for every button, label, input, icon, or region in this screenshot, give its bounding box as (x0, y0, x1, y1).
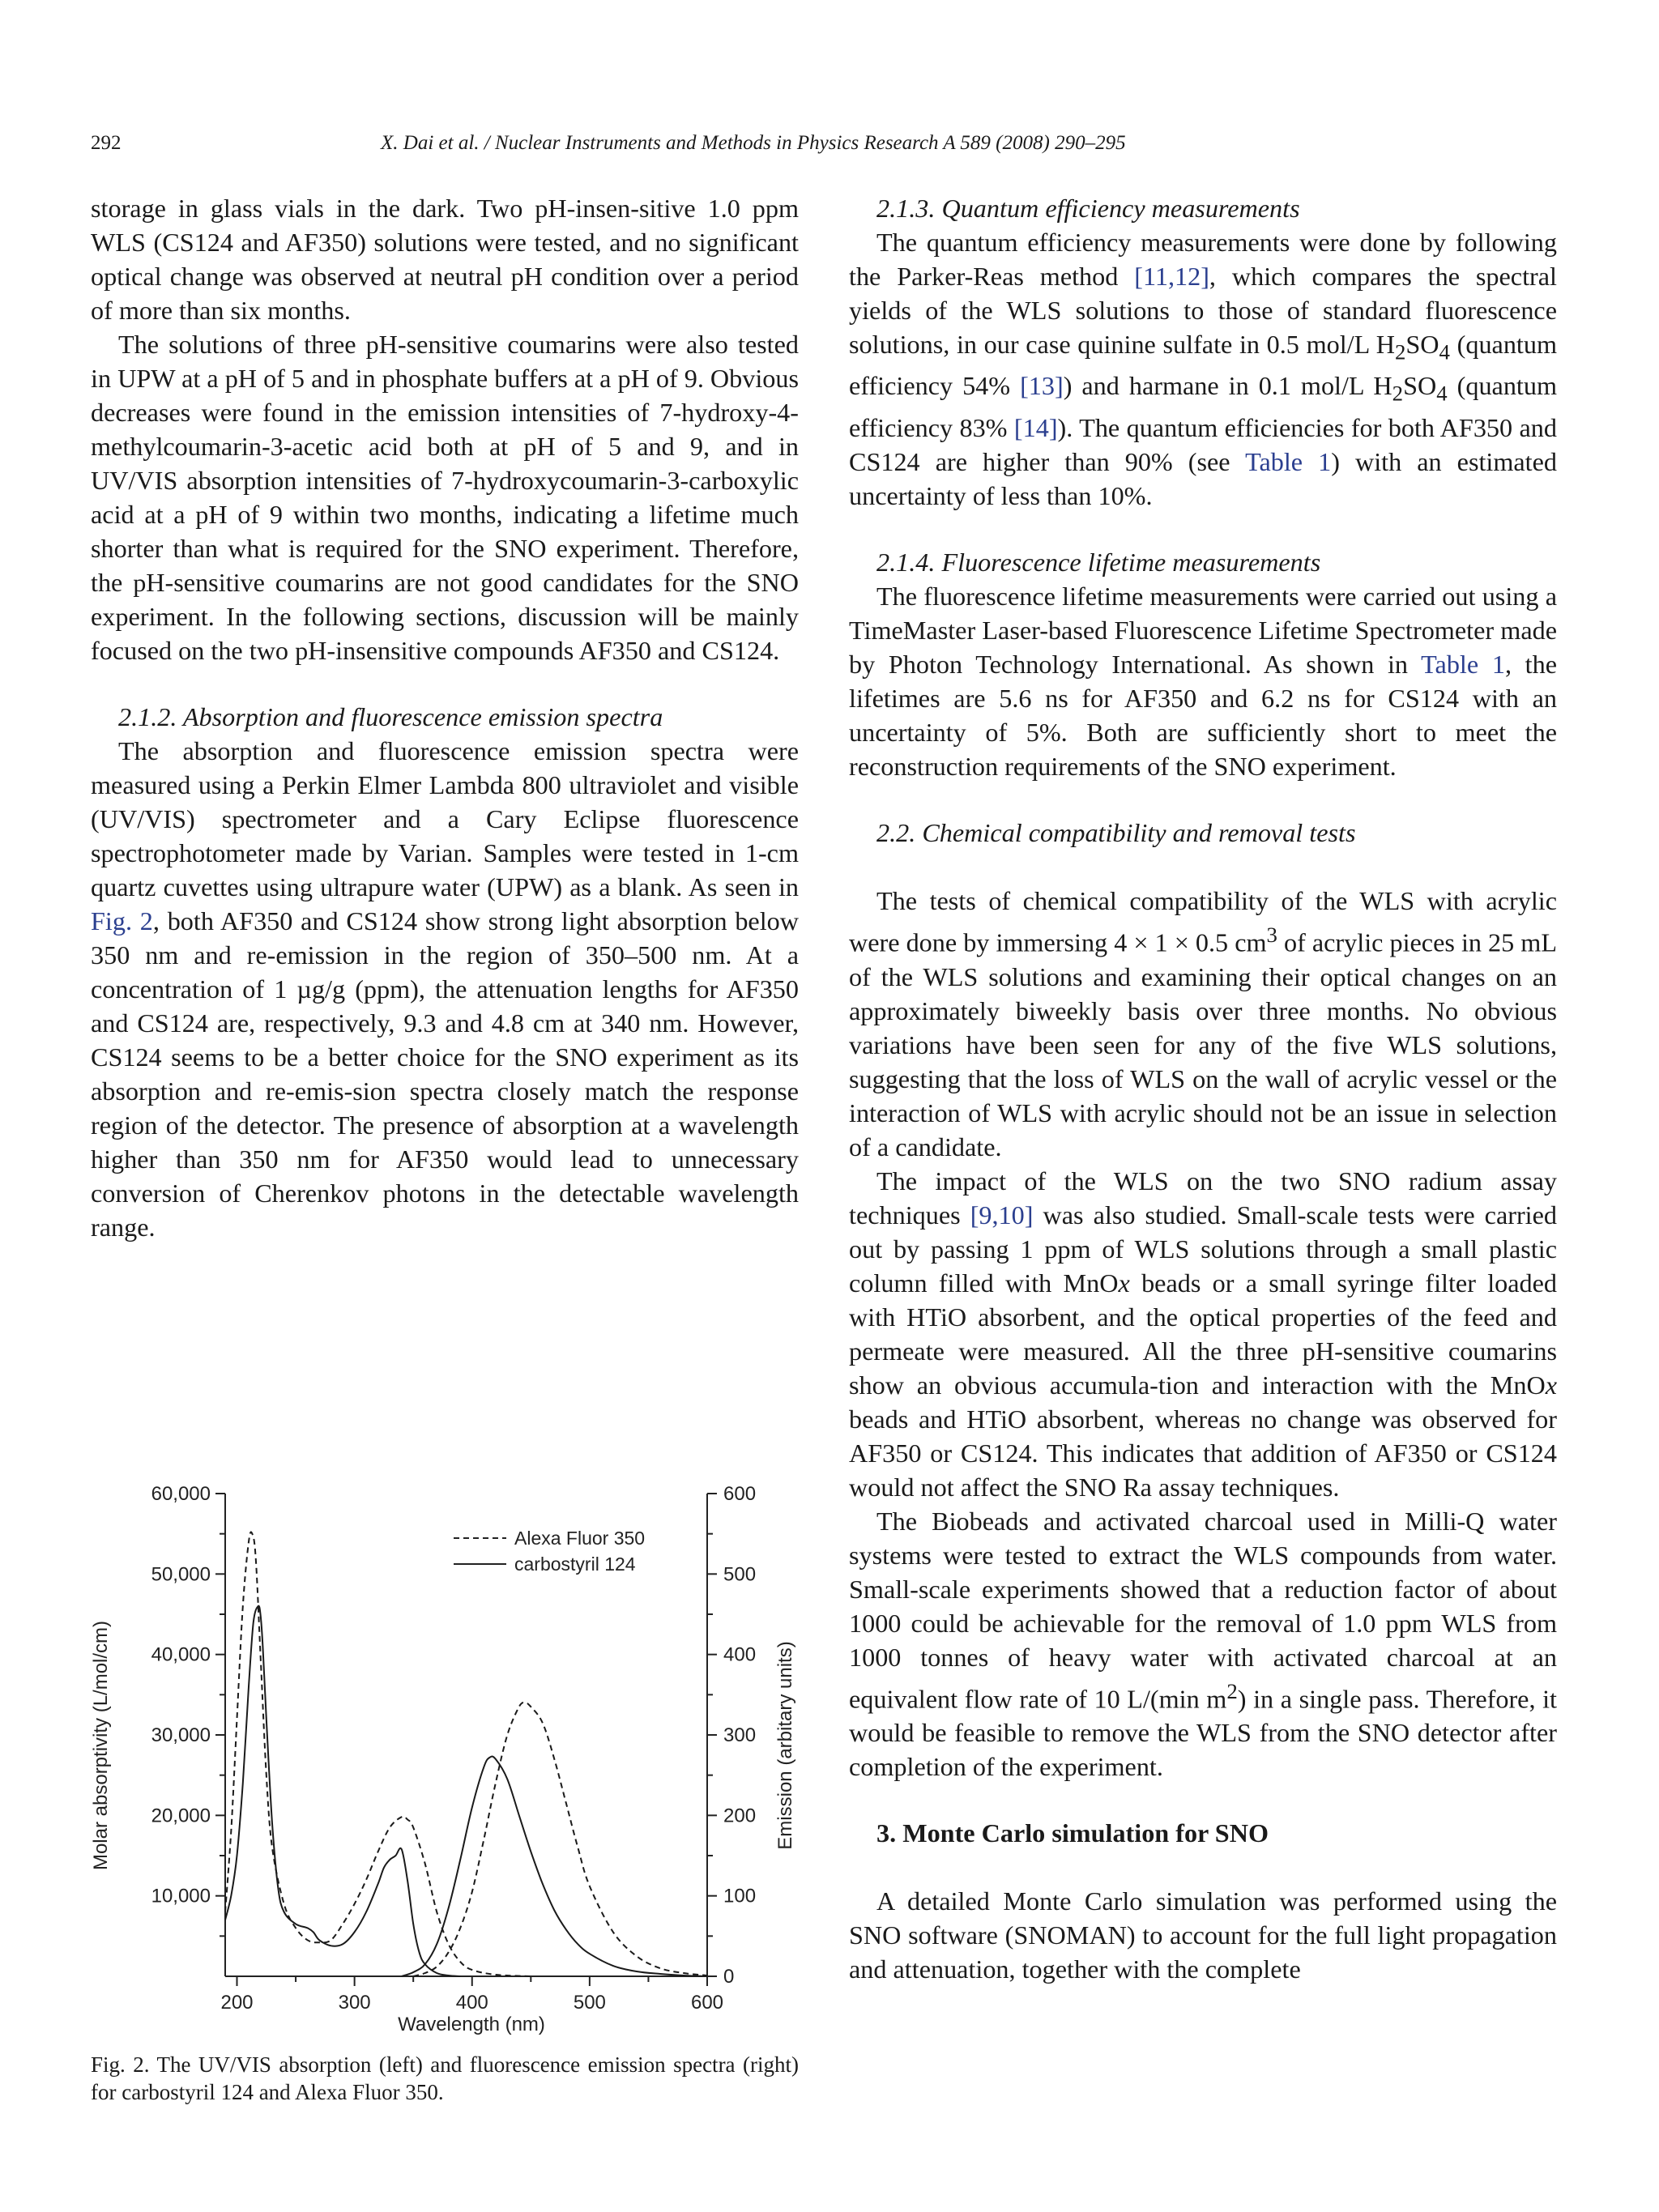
paragraph-continued: storage in glass vials in the dark. Two pH-insen-sitive 1.0 ppm WLS (CS124 and AF350) solutions were tested, and no significant optical change was observed at neutral pH condition over a period of more than six months. (91, 194, 799, 325)
y-left-tick-label: 60,000 (151, 1483, 211, 1505)
spectra-chart (85, 1454, 814, 2037)
paragraph-biobeads: The Biobeads and activated charcoal used in Milli-Q water systems were tested to extract the WLS compounds from water. Small-scale experiments showed that a reduction factor of about 1000 could be achievable for the removal of 1.0 ppm WLS from 1000 tonnes of heavy water with activated charcoal at an equivalent flow rate of 10 L/(min $m^2$) in a single pass. Therefore, it would be feasible to remove the WLS from the SNO detector after completion of the experiment. (849, 1506, 1557, 1782)
y-axis-label-right: Emission (arbitary units) (774, 1641, 796, 1850)
figure-2 (85, 1454, 814, 2037)
series-line-0 (225, 1532, 531, 1976)
y-right-tick-label: 100 (723, 1885, 757, 1907)
section-heading-2-2: 2.2. Chemical compatibility and removal tests (876, 817, 1356, 847)
running-head: X. Dai et al. / Nuclear Instruments and Methods in Physics Research A 589 (2008) 290–295 (381, 132, 1126, 154)
y-right-tick-label: 400 (723, 1643, 757, 1666)
section-heading-2-1-2: 2.1.2. Absorption and fluorescence emission spectra (118, 702, 663, 731)
chart-marks (225, 1532, 707, 1976)
ref-14[interactable]: [14] (1013, 412, 1058, 442)
x-tick-label: 500 (573, 1992, 606, 2014)
x-axis-label: Wavelength (nm) (398, 2014, 545, 2035)
table1-link-2[interactable]: Table 1 (1421, 649, 1505, 679)
y-left-tick-label: 40,000 (151, 1643, 211, 1666)
legend (454, 1528, 645, 1575)
y-left-tick-label: 50,000 (151, 1563, 211, 1586)
series-line-2 (413, 1703, 707, 1976)
section-heading-2-1-4: 2.1.4. Fluorescence lifetime measurements (876, 547, 1321, 577)
section-heading-3: 3. Monte Carlo simulation for SNO (876, 1818, 1269, 1848)
ref-11-12[interactable]: [11,12] (1134, 262, 1209, 291)
ref-9-10[interactable]: [9,10] (970, 1200, 1034, 1230)
y-right-tick-label: 0 (723, 1966, 735, 1988)
legend-carbostyril: carbostyril 124 (514, 1554, 636, 1575)
y-left-tick-label: 10,000 (151, 1885, 211, 1907)
y-axis-label-left: Molar absorptivity (L/mol/cm) (90, 1620, 112, 1871)
paragraph-absorption: The absorption and fluorescence emission spectra were measured using a Perkin Elmer Lambda 800 ultraviolet and visible (UV/VIS) spectrometer and a Cary Eclipse fluorescence spectrophotometer made by Varian. Samples were tested in 1-cm quartz cuvettes using ultrapure water (UPW) as a blank. As seen in Fig. 2, both AF350 and CS124 show strong light absorption below 350 nm and re-emission in the region of 350–500 nm. At a concentration of 1 µg/g (ppm), the attenuation lengths for AF350 and CS124 are, respectively, 9.3 and 4.8 cm at 340 nm. However, CS124 seems to be a better choice for the SNO experiment as its absorption and re-emis-sion spectra closely match the response region of the detector. The presence of absorption at a wavelength higher than 350 nm for AF350 would lead to unnecessary conversion of Cherenkov photons in the detectable wavelength range. (91, 736, 799, 1242)
x-tick-label: 200 (220, 1992, 254, 2014)
legend-alexa: Alexa Fluor 350 (514, 1528, 646, 1549)
paragraph-radium-assay: The impact of the WLS on the two SNO radium assay techniques [9,10] was also studied. Small-scale tests were carried out by passing 1 ppm of WLS solutions through a small plastic column filled with MnOx beads or a small syringe filter loaded with HTiO absorbent, and the optical properties of the feed and permeate were measured. All the three pH-sensitive coumarins show an obvious accumula-tion and interaction with the MnOx beads and HTiO absorbent, whereas no change was observed for AF350 or CS124. This indicates that addition of AF350 or CS124 would not affect the SNO Ra assay techniques. (849, 1166, 1557, 1502)
chart-axes (151, 1483, 756, 2014)
y-right-tick-label: 600 (723, 1483, 757, 1505)
fig2-link[interactable]: Fig. 2 (91, 906, 153, 936)
paragraph-quantum: The quantum efficiency measurements were done by following the Parker-Reas method [11,12], which compares the spectral yields of the WLS solutions to those of standard fluorescence solutions, in our case quinine sulfate in 0.5 mol/L $H_2SO_4$ (quantum efficiency 54% [13]) and harmane in 0.1 mol/L $H_2SO_4$ (quantum efficiency 83% [14]). The quantum efficiencies for both AF350 and CS124 are higher than 90% (see Table 1) with an estimated uncertainty of less than 10%. (849, 228, 1557, 510)
table1-link[interactable]: Table 1 (1245, 446, 1332, 476)
series-line-1 (225, 1606, 460, 1976)
x-tick-label: 600 (690, 1992, 724, 2014)
section-heading-2-1-3: 2.1.3. Quantum efficiency measurements (876, 194, 1300, 223)
left-column (91, 191, 799, 1244)
y-right-tick-label: 200 (723, 1805, 757, 1827)
ref-13[interactable]: [13] (1020, 371, 1064, 401)
paragraph-compatibility: The tests of chemical compatibility of the WLS with acrylic were done by immersing 4 × 1 × 0.5 $cm^3$ of acrylic pieces in 25 mL of the WLS solutions and examining their optical changes on an approximately biweekly basis over three months. No obvious variations have been seen for any of the five WLS solutions, suggesting that the loss of WLS on the wall of acrylic vessel or the interaction of WLS with acrylic should not be an issue in selection of a candidate. (849, 885, 1557, 1161)
paragraph-monte-carlo: A detailed Monte Carlo simulation was performed using the SNO software (SNOMAN) to account for the full light propagation and attenuation, together with the complete (849, 1886, 1557, 1984)
x-tick-label: 300 (338, 1992, 371, 2014)
right-column (849, 191, 1557, 1986)
y-left-tick-label: 20,000 (151, 1805, 211, 1827)
series-line-3 (402, 1756, 707, 1976)
paragraph-lifetime: The fluorescence lifetime measurements were carried out using a TimeMaster Laser-based Fluorescence Lifetime Spectrometer made by Photon Technology International. As shown in Table 1, the lifetimes are 5.6 ns for AF350 and 6.2 ns for CS124 with an uncertainty of 5%. Both are sufficiently short to meet the reconstruction requirements of the SNO experiment. (849, 581, 1557, 781)
y-right-tick-label: 500 (723, 1563, 757, 1586)
figure-caption: Fig. 2. The UV/VIS absorption (left) and fluorescence emission spectra (right) for carbostyril 124 and Alexa Fluor 350. (91, 2052, 799, 2104)
page-number: 292 (91, 132, 122, 154)
x-tick-label: 400 (455, 1992, 488, 2014)
y-left-tick-label: 30,000 (151, 1724, 211, 1746)
y-right-tick-label: 300 (723, 1724, 757, 1746)
paragraph-ph-sensitive: The solutions of three pH-sensitive coumarins were also tested in UPW at a pH of 5 and in phosphate buffers at a pH of 9. Obvious decreases were found in the emission intensities of 7-hydroxy-4-methylcoumarin-3-acetic acid both at pH of 5 and 9, and in UV/VIS absorption intensities of 7-hydroxycoumarin-3-carboxylic acid at a pH of 9 within two months, indicating a lifetime much shorter than what is required for the SNO experiment. Therefore, the pH-sensitive coumarins are not good candidates for the SNO experiment. In the following sections, discussion will be mainly focused on the two pH-insensitive compounds AF350 and CS124. (91, 330, 799, 665)
